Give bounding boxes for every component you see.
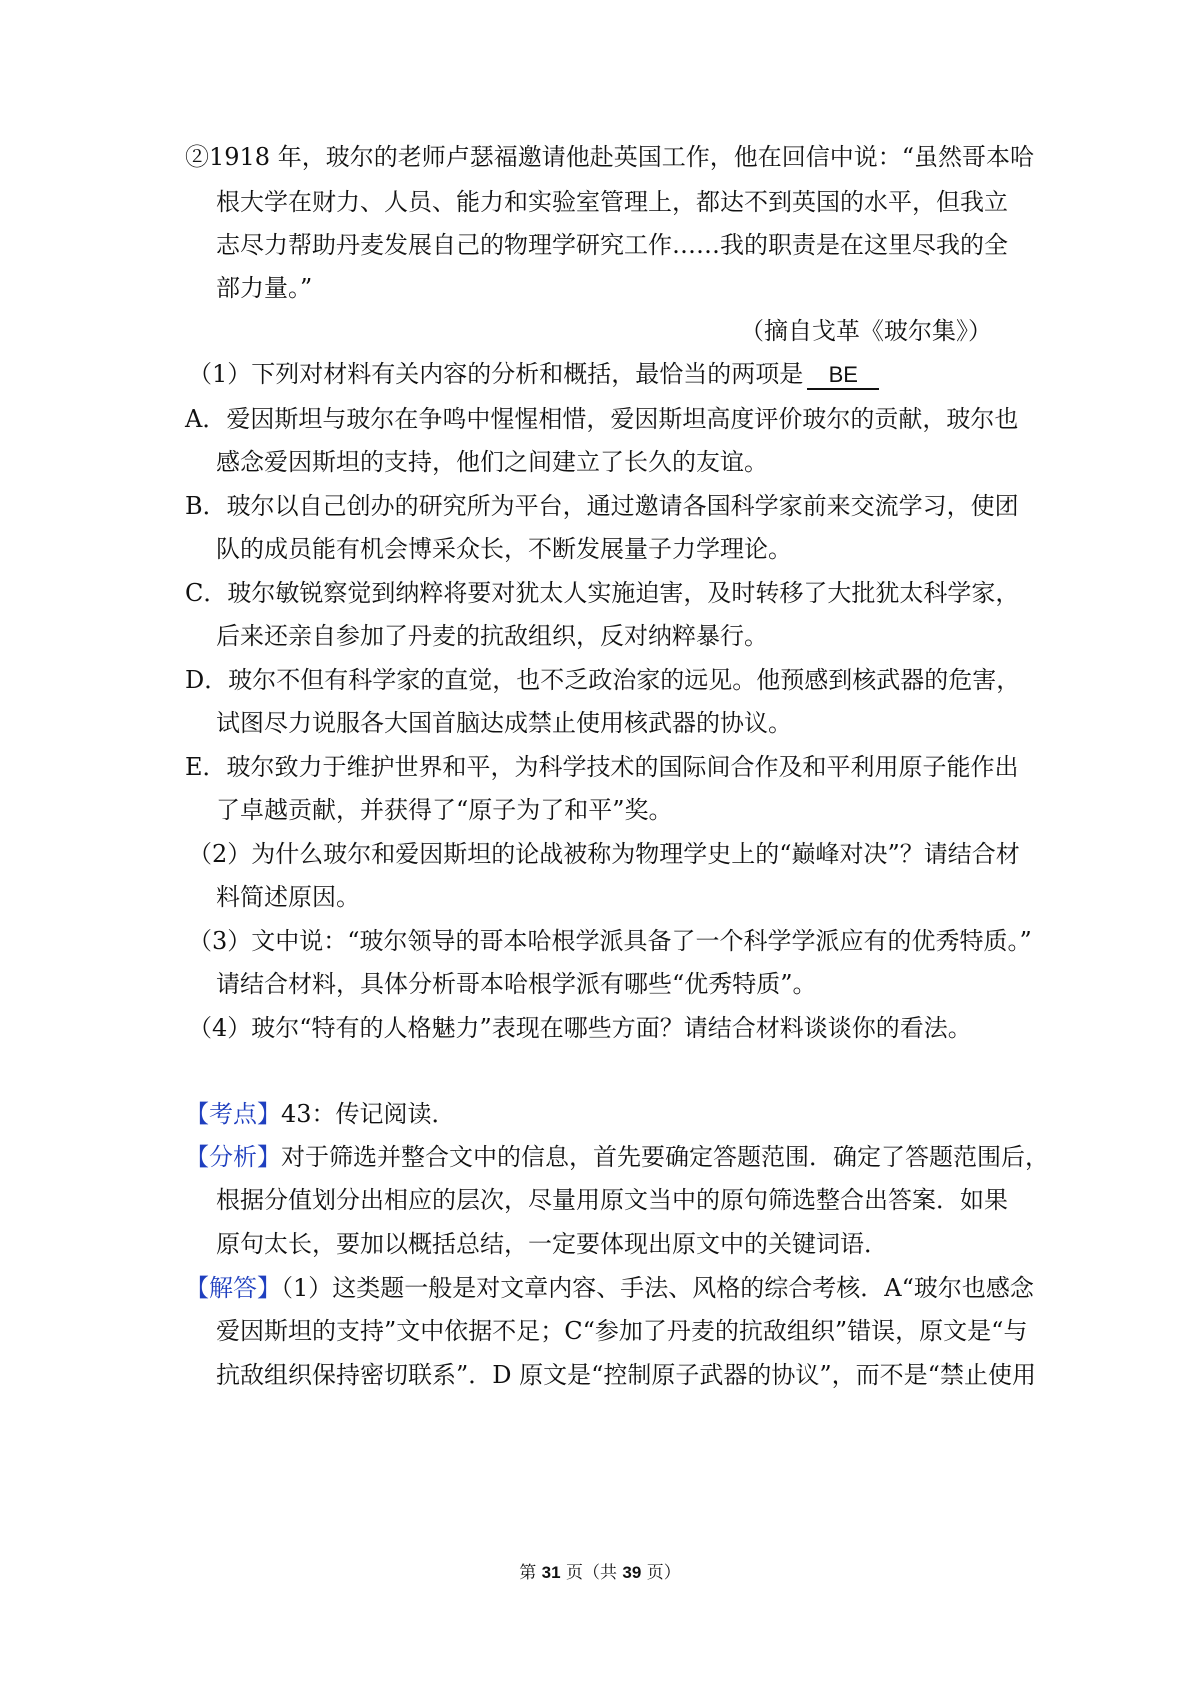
question-3-line-2: 请结合材料，具体分析哥本哈根学派有哪些“优秀特质”。 bbox=[216, 970, 817, 998]
question-2-line-1: （2）为什么玻尔和爱因斯坦的论战被称为物理学史上的“巅峰对决”？请结合材 bbox=[188, 840, 1020, 868]
para2-line-4: 部力量。” bbox=[216, 274, 313, 302]
question-4: （4）玻尔“特有的人格魅力”表现在哪些方面？请结合材料谈谈你的看法。 bbox=[188, 1014, 972, 1042]
option-e-line-2: 了卓越贡献，并获得了“原子为了和平”奖。 bbox=[216, 796, 673, 824]
footer-page-number: 31 bbox=[541, 1563, 561, 1582]
option-d-line-2: 试图尽力说服各大国首脑达成禁止使用核武器的协议。 bbox=[216, 709, 792, 737]
fenxi-label: 【分析】 bbox=[185, 1143, 281, 1171]
option-a-text: 爱因斯坦与玻尔在争鸣中惺惺相惜，爱因斯坦高度评价玻尔的贡献，玻尔也 bbox=[226, 405, 1019, 433]
fenxi-line-3: 原句太长，要加以概括总结，一定要体现出原文中的关键词语． bbox=[216, 1230, 888, 1258]
option-d-line-1 bbox=[185, 664, 1020, 696]
question-1-answer: BE bbox=[807, 362, 879, 390]
option-d-letter: D． bbox=[185, 666, 229, 694]
footer-suffix: 页） bbox=[646, 1563, 681, 1583]
question-1-text: （1）下列对材料有关内容的分析和概括，最恰当的两项是 bbox=[188, 360, 804, 388]
para2-source: （摘自戈革《玻尔集》） bbox=[740, 317, 992, 345]
fenxi-text: 对于筛选并整合文中的信息，首先要确定答题范围．确定了答题范围后， bbox=[281, 1143, 1049, 1171]
page-footer bbox=[0, 1561, 1200, 1585]
footer-middle: 页（共 bbox=[566, 1563, 617, 1583]
kaodian-label: 【考点】 bbox=[185, 1100, 281, 1128]
option-c-text: 玻尔敏锐察觉到纳粹将要对犹太人实施迫害，及时转移了大批犹太科学家， bbox=[227, 579, 1020, 607]
footer-total-pages: 39 bbox=[622, 1563, 642, 1582]
option-b-text: 玻尔以自己创办的研究所为平台，通过邀请各国科学家前来交流学习，使团 bbox=[226, 492, 1019, 520]
option-b-letter: B． bbox=[185, 492, 227, 520]
option-b-line-1 bbox=[185, 490, 1019, 522]
fenxi-line-1 bbox=[185, 1141, 1049, 1173]
jieda-label: 【解答】 bbox=[185, 1274, 281, 1302]
option-a-line-1 bbox=[185, 403, 1018, 435]
option-c-letter: C． bbox=[185, 579, 228, 607]
option-e-line-1 bbox=[185, 751, 1019, 783]
footer-prefix: 第 bbox=[519, 1563, 537, 1583]
option-e-text: 玻尔致力于维护世界和平，为科学技术的国际间合作及和平利用原子能作出 bbox=[226, 753, 1019, 781]
jieda-line-1 bbox=[185, 1272, 1034, 1304]
fenxi-line-2: 根据分值划分出相应的层次，尽量用原文当中的原句筛选整合出答案．如果 bbox=[216, 1186, 1008, 1214]
option-c-line-1 bbox=[185, 577, 1019, 609]
jieda-line-3: 抗敌组织保持密切联系”．D 原文是“控制原子武器的协议”，而不是“禁止使用 bbox=[216, 1361, 1036, 1389]
jieda-text: （1）这类题一般是对文章内容、手法、风格的综合考核．A“玻尔也感念 bbox=[281, 1274, 1034, 1302]
option-c-line-2: 后来还亲自参加了丹麦的抗敌组织，反对纳粹暴行。 bbox=[216, 622, 768, 650]
option-a-letter: A． bbox=[185, 405, 227, 433]
option-d-text: 玻尔不但有科学家的直觉，也不乏政治家的远见。他预感到核武器的危害， bbox=[228, 666, 1021, 694]
para2-line-1: ②1918 年，玻尔的老师卢瑟福邀请他赴英国工作，他在回信中说：“虽然哥本哈 bbox=[185, 143, 1034, 171]
para2-line-2: 根大学在财力、人员、能力和实验室管理上，都达不到英国的水平，但我立 bbox=[216, 188, 1008, 216]
option-b-line-2: 队的成员能有机会博采众长，不断发展量子力学理论。 bbox=[216, 535, 792, 563]
option-a-line-2: 感念爱因斯坦的支持，他们之间建立了长久的友谊。 bbox=[216, 448, 768, 476]
para2-line-3: 志尽力帮助丹麦发展自己的物理学研究工作……我的职责是在这里尽我的全 bbox=[216, 231, 1008, 259]
question-2-line-2: 料简述原因。 bbox=[216, 883, 360, 911]
question-3-line-1: （3）文中说：“玻尔领导的哥本哈根学派具备了一个科学学派应有的优秀特质。” bbox=[188, 927, 1032, 955]
option-e-letter: E． bbox=[185, 753, 227, 781]
question-1 bbox=[188, 358, 879, 390]
kaodian bbox=[185, 1098, 456, 1130]
kaodian-text: 43：传记阅读． bbox=[281, 1100, 456, 1128]
jieda-line-2: 爱因斯坦的支持”文中依据不足；C“参加了丹麦的抗敌组织”错误，原文是“与 bbox=[216, 1317, 1028, 1345]
